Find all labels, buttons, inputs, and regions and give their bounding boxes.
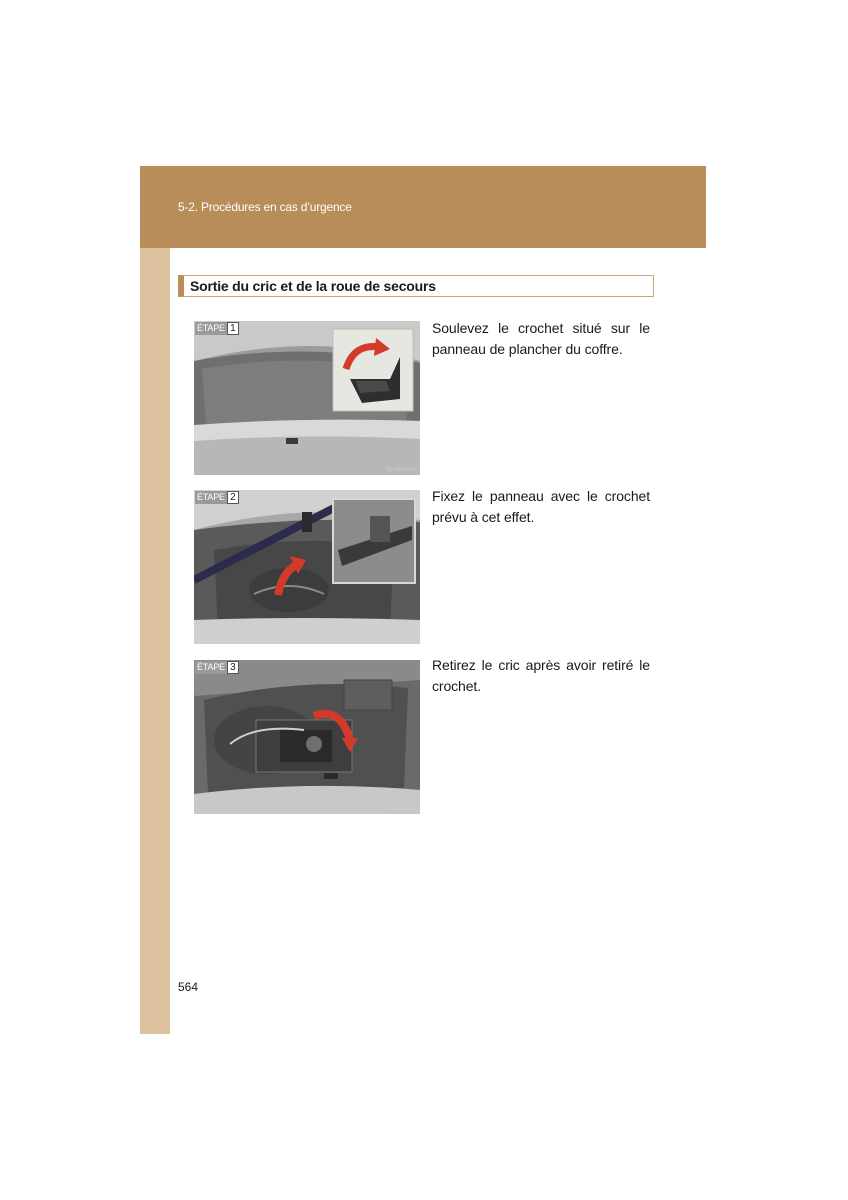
panel-fixed-with-hook-illustration — [194, 490, 420, 644]
step-2-text: Fixez le panneau avec le crochet prévu à cet effet. — [432, 488, 650, 525]
step-1-label: ÉTAPE — [197, 323, 225, 333]
chapter-header: 5-2. Procédures en cas d’urgence — [178, 200, 352, 214]
step-2-illustration — [194, 490, 420, 644]
step-3-badge — [195, 661, 239, 674]
section-title: Sortie du cric et de la roue de secours — [178, 275, 654, 297]
step-3-number: 3 — [227, 661, 239, 674]
step-1-image-code: SLYEDAA046 — [386, 467, 417, 473]
step-3-image-code: SLYEDAA048 — [386, 806, 417, 812]
step-3-label: ÉTAPE — [197, 662, 225, 672]
step-1-illustration — [194, 321, 420, 475]
step-1-text: Soulevez le crochet situé sur le panneau de plancher du coffre. — [432, 320, 650, 357]
page-number: 564 — [178, 980, 199, 994]
step-3-text: Retirez le cric après avoir retiré le crochet. — [432, 657, 650, 694]
step-2-number: 2 — [227, 491, 239, 504]
trunk-floor-hook-illustration — [194, 321, 420, 475]
step-1-badge — [195, 322, 239, 335]
step-1-number: 1 — [227, 322, 239, 335]
jack-removal-illustration — [194, 660, 420, 814]
side-strip — [140, 166, 170, 1034]
step-2-image-code: SLYEDAA047 — [386, 636, 417, 642]
step-3-illustration — [194, 660, 420, 814]
step-2-badge — [195, 491, 239, 504]
step-2-label: ÉTAPE — [197, 492, 225, 502]
